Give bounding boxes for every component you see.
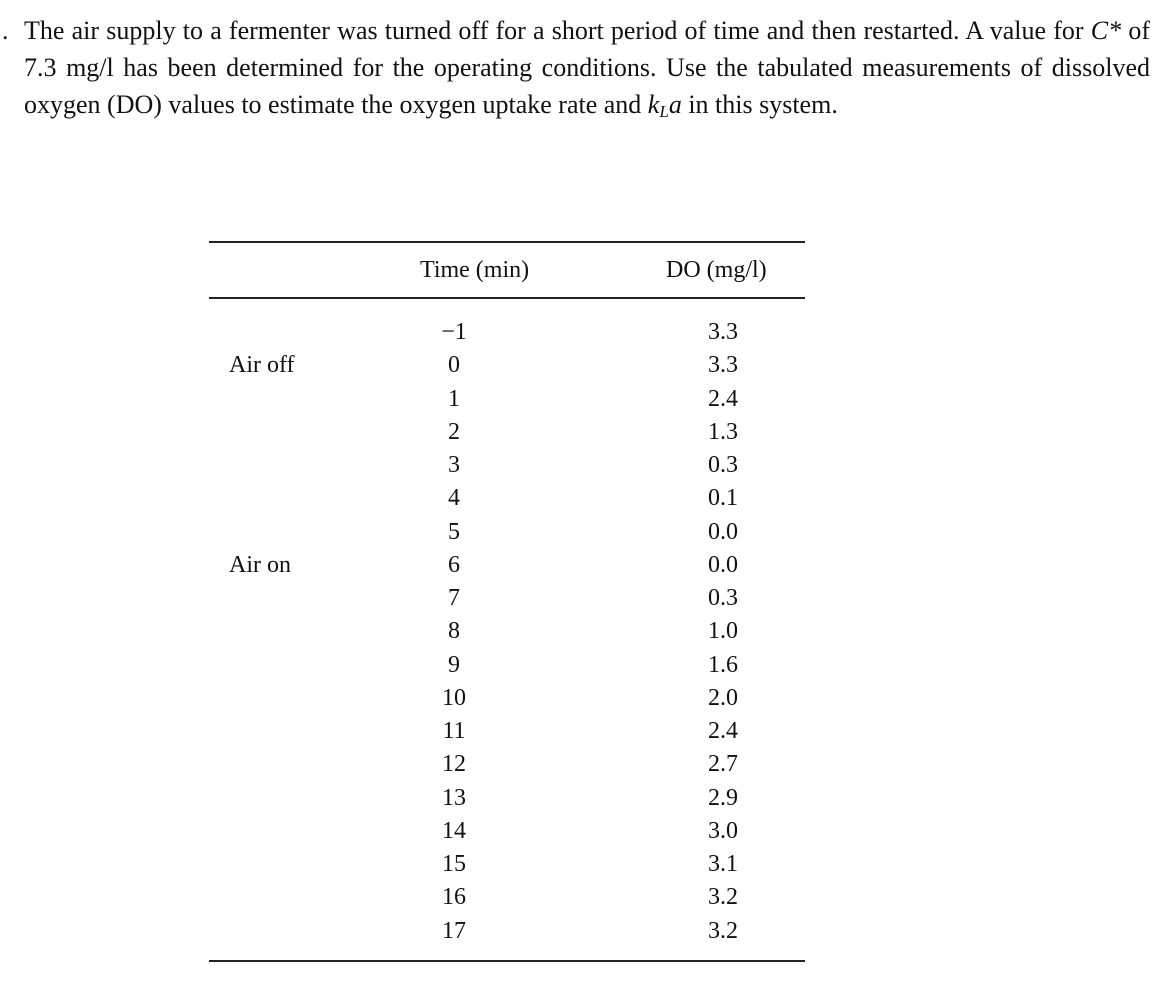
table-row — [209, 582, 805, 615]
table-header-row — [209, 243, 805, 297]
do-cell: 1.6 — [708, 651, 738, 678]
problem-text — [24, 12, 1150, 123]
phase-label: Air off — [229, 352, 295, 379]
time-cell: 17 — [442, 917, 466, 944]
do-cell: 0.1 — [708, 485, 738, 512]
table-row — [209, 748, 805, 781]
do-cell: 0.3 — [708, 585, 738, 611]
table-row — [209, 881, 805, 914]
a-symbol: a — [668, 90, 682, 119]
table-row — [209, 516, 805, 549]
time-cell: 12 — [442, 751, 466, 778]
table-row — [209, 682, 805, 715]
k-symbol: k — [647, 90, 660, 119]
do-cell: 3.1 — [708, 851, 738, 877]
time-cell: 8 — [448, 618, 460, 645]
header-time: Time (min) — [420, 257, 530, 283]
time-cell: 13 — [442, 784, 466, 811]
time-cell: 14 — [442, 817, 466, 844]
do-cell: 3.2 — [708, 884, 738, 911]
l-subscript: L — [659, 102, 669, 121]
table-bottom-rule — [209, 960, 805, 962]
time-cell: 0 — [448, 352, 460, 379]
do-cell: 0.0 — [708, 551, 738, 578]
do-cell: 3.0 — [708, 817, 738, 844]
do-cell: 1.0 — [708, 618, 738, 645]
table-row — [209, 383, 805, 416]
problem-text-part-1: The air supply to a fermenter was turned off for a short period of time and then restarted. A value for — [24, 16, 1091, 45]
table-row — [209, 915, 805, 948]
time-cell: 7 — [448, 585, 460, 611]
time-cell: 5 — [448, 518, 460, 545]
time-cell: −1 — [441, 319, 467, 345]
table-row — [209, 416, 805, 449]
time-cell: 15 — [442, 851, 466, 877]
do-cell: 2.4 — [708, 385, 738, 412]
time-cell: 6 — [448, 551, 460, 578]
do-cell: 3.3 — [708, 352, 738, 379]
time-cell: 11 — [442, 718, 466, 744]
table-row — [209, 649, 805, 682]
table-row — [209, 815, 805, 848]
problem-text-part-3: in this system. — [681, 90, 838, 119]
do-cell: 3.3 — [708, 319, 738, 345]
table-row — [209, 549, 805, 582]
do-cell: 2.9 — [708, 784, 738, 811]
table-row — [209, 482, 805, 515]
time-cell: 4 — [448, 485, 460, 512]
do-cell: 0.3 — [708, 452, 738, 478]
phase-label: Air on — [229, 551, 291, 578]
table-body — [209, 299, 805, 960]
do-cell: 2.4 — [708, 718, 738, 744]
c-star-symbol: C* — [1090, 16, 1122, 45]
table-row — [209, 615, 805, 648]
do-cell: 1.3 — [708, 418, 738, 445]
do-cell: 2.0 — [708, 684, 738, 711]
time-cell: 9 — [448, 651, 460, 678]
time-cell: 16 — [442, 884, 466, 911]
time-cell: 3 — [448, 452, 460, 478]
time-cell: 10 — [442, 684, 466, 711]
time-cell: 1 — [448, 385, 460, 412]
table-row — [209, 715, 805, 748]
table-row — [209, 316, 805, 349]
do-measurements-table — [209, 241, 805, 962]
do-cell: 2.7 — [708, 751, 738, 778]
table-row — [209, 349, 805, 382]
problem-marker: . — [2, 16, 9, 45]
do-cell: 3.2 — [708, 917, 738, 944]
problem-text-part-2: of 7.3 mg/l has been determined for the operating conditions. Use the tabulated measurements of dissolved oxygen (DO) values to estimate the oxygen uptake rate and — [24, 16, 1150, 119]
table-row — [209, 848, 805, 881]
problem-statement — [0, 12, 1150, 123]
table-row — [209, 782, 805, 815]
header-do: DO (mg/l) — [666, 257, 767, 283]
table-row — [209, 449, 805, 482]
time-cell: 2 — [448, 418, 460, 445]
do-cell: 0.0 — [708, 518, 738, 545]
